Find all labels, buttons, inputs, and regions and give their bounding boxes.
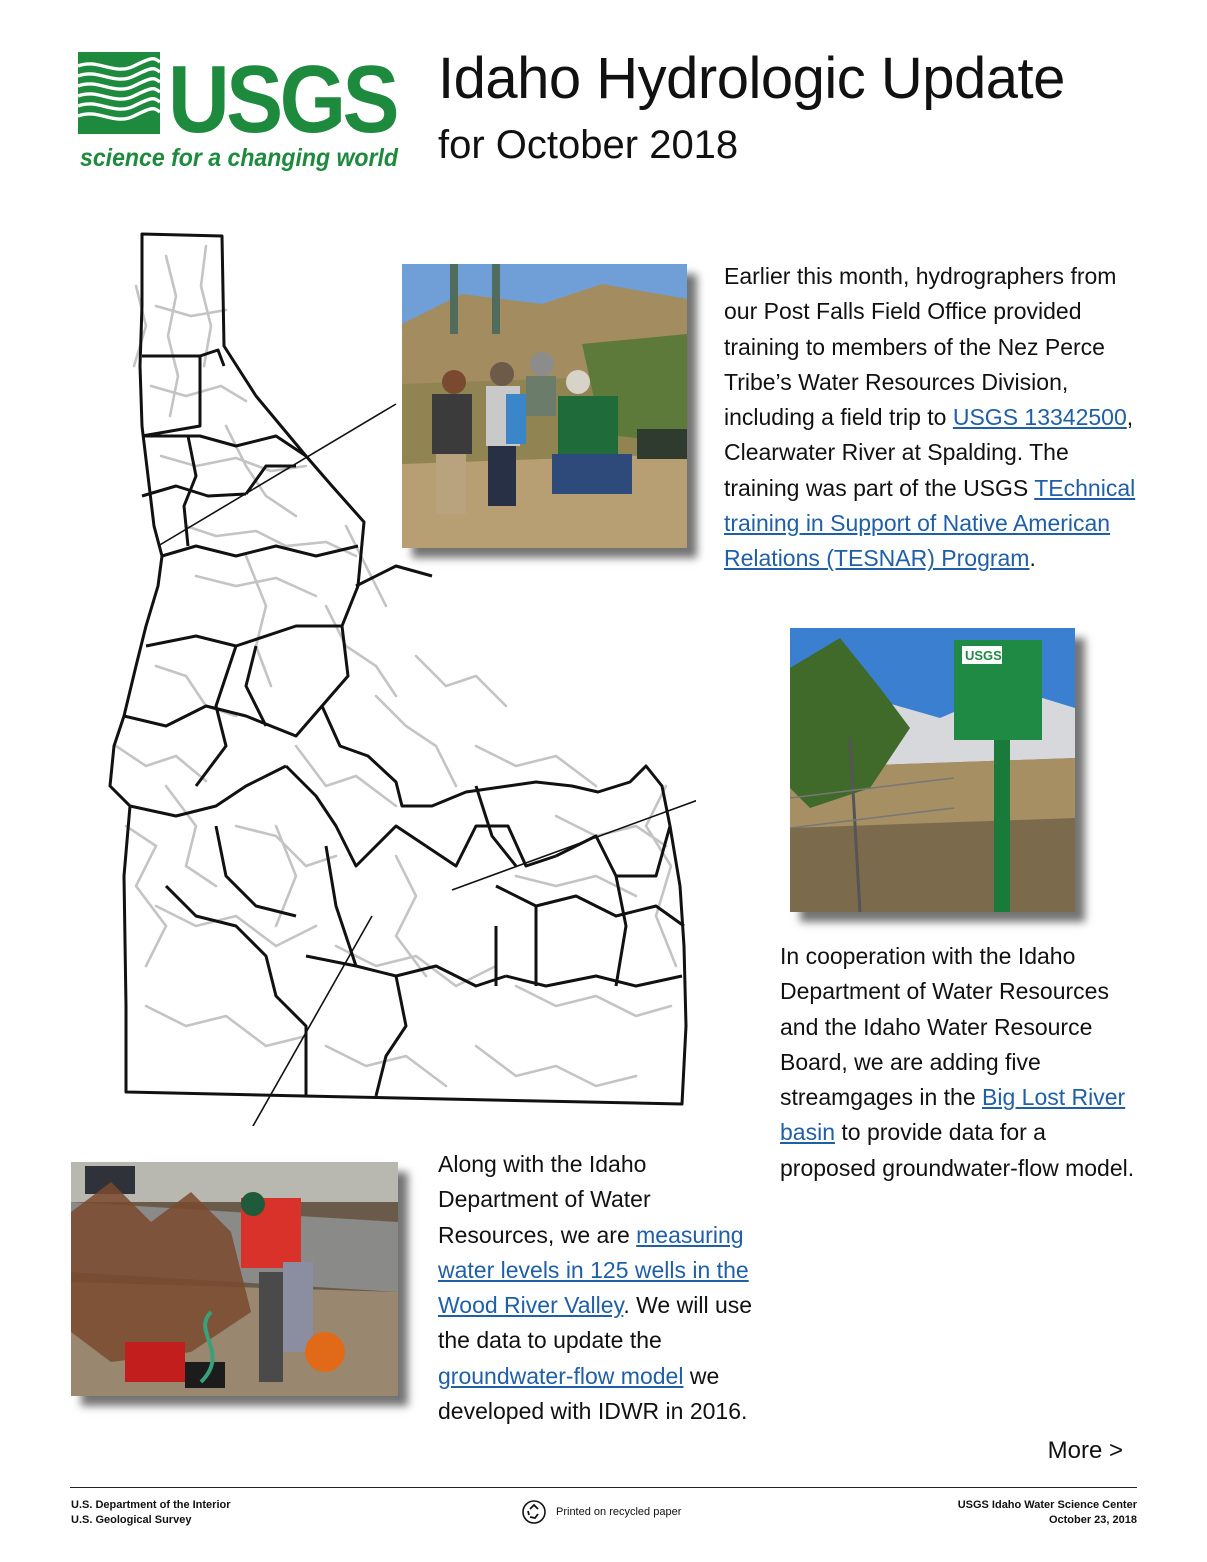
more-link[interactable]: More > (1047, 1437, 1123, 1464)
training-blurb (724, 259, 1144, 577)
footer-date: October 23, 2018 (1048, 1514, 1137, 1526)
footer-center (522, 1500, 681, 1524)
usgs-13342500-link[interactable]: USGS 13342500 (952, 404, 1127, 431)
well-measurement-photo (71, 1162, 398, 1396)
wells-text-1: Along with the Idaho Department of Water Resources, we are (438, 1151, 651, 1248)
wells-text-3: we developed with IDWR in 2016. (438, 1362, 748, 1425)
footer-right (958, 1498, 1137, 1528)
training-text-3: . (1029, 545, 1036, 572)
big-lost-river-link[interactable]: Big Lost River basin (780, 1084, 1126, 1146)
page-subtitle: for October 2018 (438, 123, 739, 167)
streamgages-blurb (780, 939, 1140, 1186)
footer-divider (70, 1487, 1137, 1488)
training-photo (402, 264, 687, 548)
recycled-paper-note: Printed on recycled paper (556, 1506, 682, 1518)
water-levels-link[interactable]: measuring water levels in 125 wells in the Wood River Valley (438, 1221, 749, 1319)
groundwater-model-link[interactable]: groundwater-flow model (438, 1362, 684, 1389)
training-text-2: , Clearwater River at Spalding. The training was part of the USGS (724, 404, 1134, 501)
footer-center-name: USGS Idaho Water Science Center (957, 1499, 1137, 1511)
training-text-1: Earlier this month, hydrographers from our Post Falls Field Office provided training to members of the Nez Perce Tribe’s Water Resources Division, including a field trip to (724, 263, 1117, 431)
streamgages-text-1: In cooperation with the Idaho Department of Water Resources and the Idaho Water Resource Board, we are adding five streamgages in the (780, 943, 1109, 1111)
streamgages-text-2: to provide data for a proposed groundwater-flow model. (780, 1119, 1135, 1181)
logo-tagline: science for a changing world (80, 144, 399, 172)
footer-department: U.S. Department of the Interior (71, 1499, 231, 1511)
gage-sign-text: USGS (965, 648, 1002, 663)
footer-left (71, 1498, 231, 1528)
page-title: Idaho Hydrologic Update (438, 46, 1065, 111)
tesnar-program-link[interactable]: TEchnical training in Support of Native American Relations (TESNAR) Program (724, 474, 1136, 572)
wells-blurb (438, 1147, 768, 1429)
footer-agency: U.S. Geological Survey (71, 1514, 192, 1526)
recycle-icon (522, 1500, 546, 1524)
usgs-logo (78, 48, 408, 173)
streamgage-photo (790, 628, 1075, 912)
wells-text-2: . We will use the data to update the (438, 1292, 753, 1354)
logo-text: USGS (168, 48, 397, 153)
